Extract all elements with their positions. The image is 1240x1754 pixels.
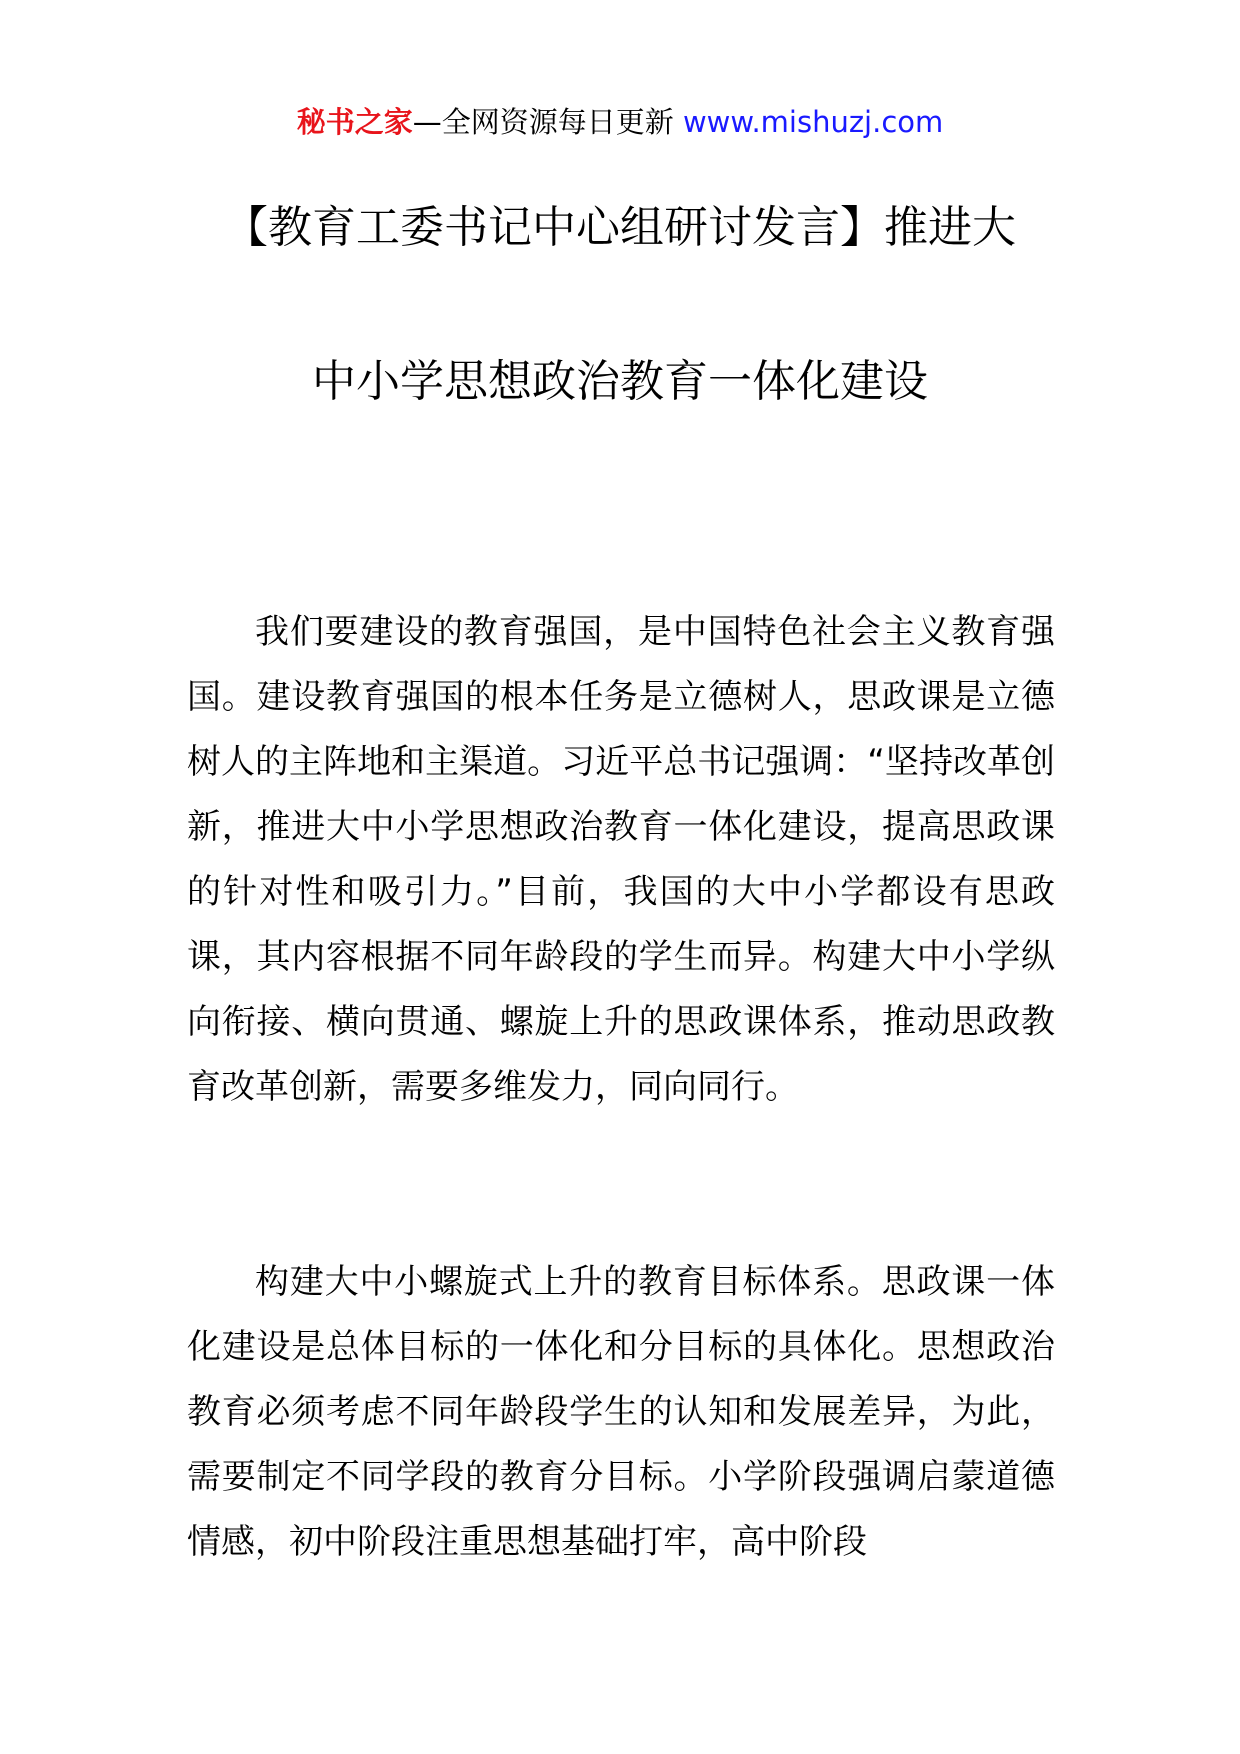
site-header — [0, 102, 1240, 142]
brand-name: 秘书之家 — [296, 105, 413, 139]
document-title-line-2: 中小学思想政治教育一体化建设 — [312, 356, 928, 407]
body-paragraph-2: 构建大中小螺旋式上升的教育目标体系。思政课一体化建设是总体目标的一体化和分目标的具体化。思想政治教育必须考虑不同年龄段学生的认知和发展差异，为此，需要制定不同学段的教育分目标。小学阶段强调启蒙道德情感，初中阶段注重思想基础打牢，高中阶段 — [187, 1262, 1055, 1562]
document-title-line-1: 【教育工委书记中心组研讨发言】推进大 — [224, 202, 1016, 253]
site-url-link[interactable]: www.mishuzj.com — [682, 105, 944, 139]
body-paragraph-1: 我们要建设的教育强国，是中国特色社会主义教育强国。建设教育强国的根本任务是立德树人，思政课是立德树人的主阵地和主渠道。习近平总书记强调：“坚持改革创新，推进大中小学思想政治教育一体化建设，提高思政课的针对性和吸引力。”目前，我国的大中小学都设有思政课，其内容根据不同年龄段的学生而异。构建大中小学纵向衔接、横向贯通、螺旋上升的思政课体系，推动思政教育改革创新，需要多维发力，同向同行。 — [187, 612, 1055, 1107]
header-tagline: —全网资源每日更新 — [412, 105, 674, 139]
